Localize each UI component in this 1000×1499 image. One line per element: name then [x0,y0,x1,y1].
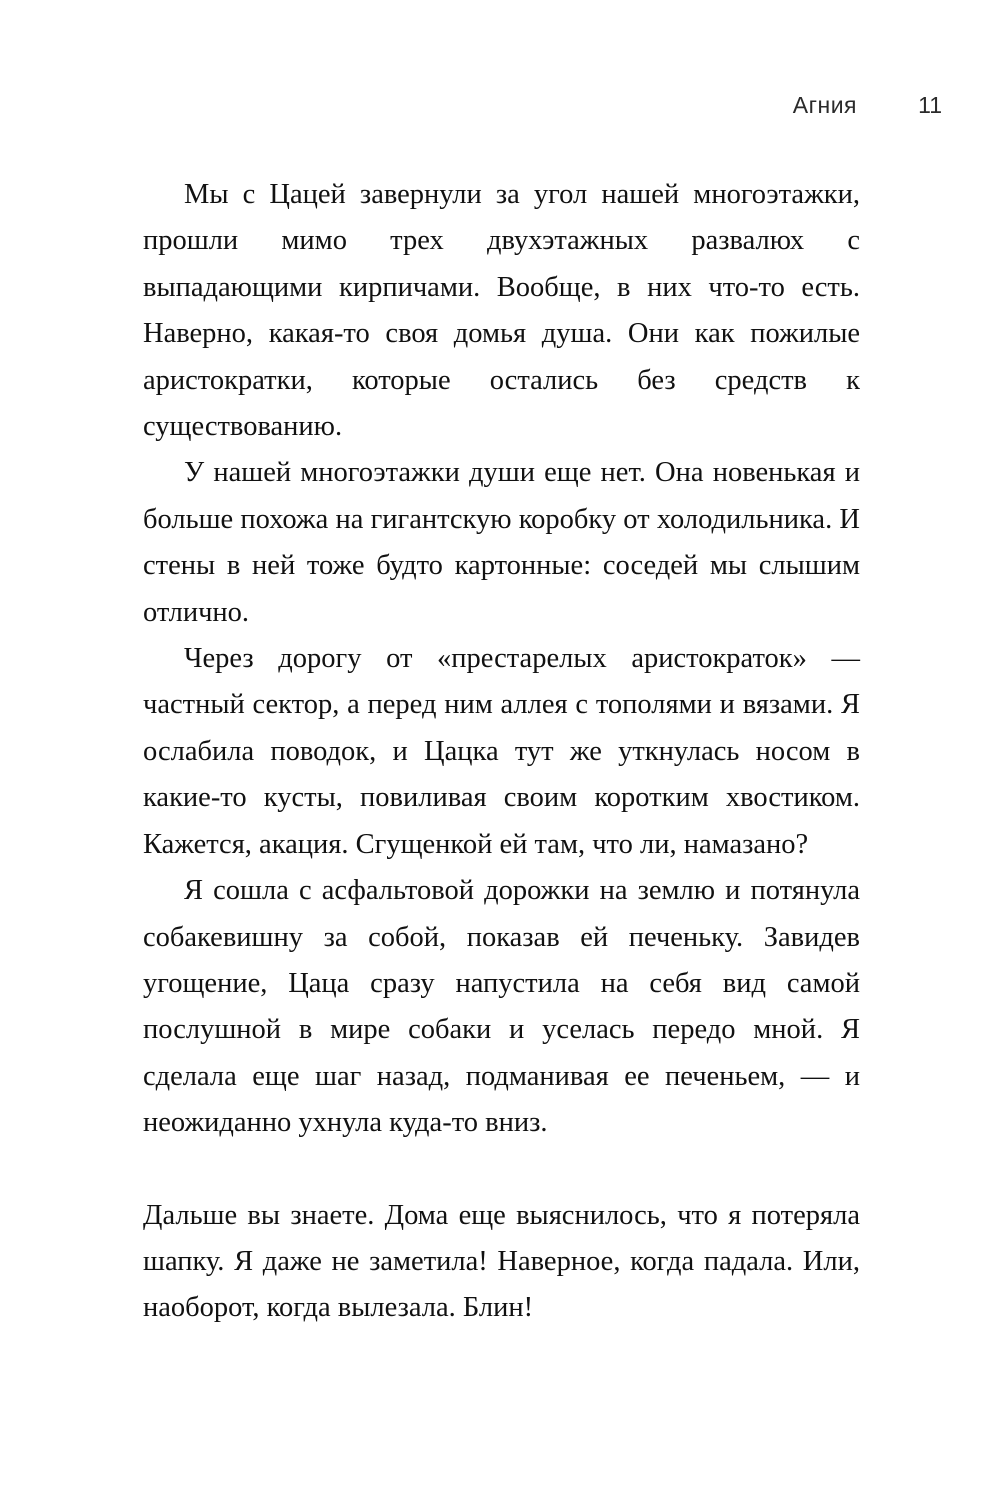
page-header [0,86,1000,126]
page-number: 11 [918,92,942,118]
paragraph: Я сошла с асфальтовой дорожки на землю и потянула собакевишну за собой, показав ей печеньку. Завидев угощение, Цаца сразу напустила на себя вид самой послушной в мире собаки и уселась передо мной. Я сделала еще шаг назад, подманивая ее печеньем, — и неожиданно ухнула куда-то вниз. [143,875,860,1139]
running-title: Агния [792,92,857,118]
body-text [143,172,860,1332]
paragraph: У нашей многоэтажки души еще нет. Она новенькая и больше похожа на гигантскую коробку от холодильника. И стены в ней тоже будто картонные: соседей мы слышим отлично. [143,457,860,628]
paragraph: Мы с Цацей завернули за угол нашей многоэтажки, прошли мимо трех двухэтажных развалюх с выпадающими кирпичами. Вообще, в них что-то есть. Наверно, какая-то своя домья душа. Они как пожилые аристократки, которые остались без средств к существованию. [143,179,860,443]
paragraph: Через дорогу от «престарелых аристократок» — частный сектор, а перед ним аллея с тополями и вязами. Я ослабила поводок, и Цацка тут же уткнулась носом в какие-то кусты, повиливая своим коротким хвостиком. Кажется, акация. Сгущенкой ей там, что ли, намазано? [143,643,860,860]
section-break [143,1147,860,1193]
closing-paragraph: Дальше вы знаете. Дома еще выяснилось, что я потеряла шапку. Я даже не заметила! Наверное, когда падала. Или, наоборот, когда вылезала. Блин! [143,1199,860,1324]
